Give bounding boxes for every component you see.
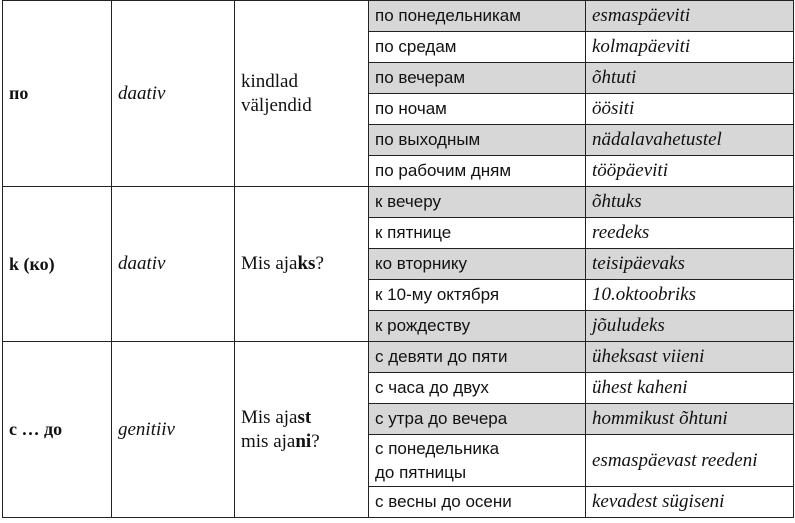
russian-line: до пятницы <box>375 462 467 482</box>
estonian-example: üheksast viieni <box>586 342 794 373</box>
question-mark: ? <box>315 253 324 274</box>
table-row <box>3 1 794 32</box>
table-row <box>3 342 794 373</box>
estonian-example: esmaspäeviti <box>586 1 794 32</box>
estonian-example: ühest kaheni <box>586 373 794 404</box>
russian-example: с утра до вечера <box>369 404 586 435</box>
estonian-example: tööpäeviti <box>586 156 794 187</box>
question-text: mis aja <box>241 430 296 452</box>
question-line: väljendid <box>241 94 312 116</box>
question-mark: ? <box>311 430 320 452</box>
question-text: Mis aja <box>241 406 298 428</box>
preposition-cell: k (ко) <box>3 187 112 342</box>
question-line: kindlad <box>241 70 298 92</box>
question-text: Mis aja <box>241 253 298 274</box>
russian-example <box>369 435 586 487</box>
question-ending: ni <box>295 430 312 452</box>
russian-example: к вечеру <box>369 187 586 218</box>
estonian-example: 10.oktoobriks <box>586 280 794 311</box>
russian-example: по вечерам <box>369 63 586 94</box>
estonian-example: esmaspäevast reedeni <box>586 435 794 487</box>
estonian-example: kolmapäeviti <box>586 32 794 63</box>
estonian-example: õhtuks <box>586 187 794 218</box>
question-cell <box>235 187 369 342</box>
russian-example: с часа до двух <box>369 373 586 404</box>
estonian-example: õhtuti <box>586 63 794 94</box>
question-ending: ks <box>297 253 316 274</box>
russian-example: к 10-му октября <box>369 280 586 311</box>
case-cell: genitiiv <box>112 342 235 518</box>
question-cell <box>235 1 369 187</box>
estonian-example: reedeks <box>586 218 794 249</box>
russian-example: с девяти до пяти <box>369 342 586 373</box>
russian-example: по рабочим дням <box>369 156 586 187</box>
estonian-example: nädalavahetustel <box>586 125 794 156</box>
grammar-table <box>2 0 794 518</box>
estonian-example: kevadest sügiseni <box>586 487 794 518</box>
russian-line: с понедельника <box>375 438 500 458</box>
question-cell <box>235 342 369 518</box>
estonian-example: jõuludeks <box>586 311 794 342</box>
estonian-example: teisipäevaks <box>586 249 794 280</box>
preposition-cell: с … до <box>3 342 112 518</box>
russian-example: к пятнице <box>369 218 586 249</box>
russian-example: по ночам <box>369 94 586 125</box>
russian-example: по выходным <box>369 125 586 156</box>
question-ending: st <box>297 406 312 428</box>
preposition-cell: по <box>3 1 112 187</box>
russian-example: ко вторнику <box>369 249 586 280</box>
russian-example: с весны до осени <box>369 487 586 518</box>
russian-example: по понедельникам <box>369 1 586 32</box>
table-row <box>3 187 794 218</box>
case-cell: daativ <box>112 1 235 187</box>
estonian-example: hommikust õhtuni <box>586 404 794 435</box>
russian-example: к рождеству <box>369 311 586 342</box>
russian-example: по средам <box>369 32 586 63</box>
case-cell: daativ <box>112 187 235 342</box>
estonian-example: öösiti <box>586 94 794 125</box>
